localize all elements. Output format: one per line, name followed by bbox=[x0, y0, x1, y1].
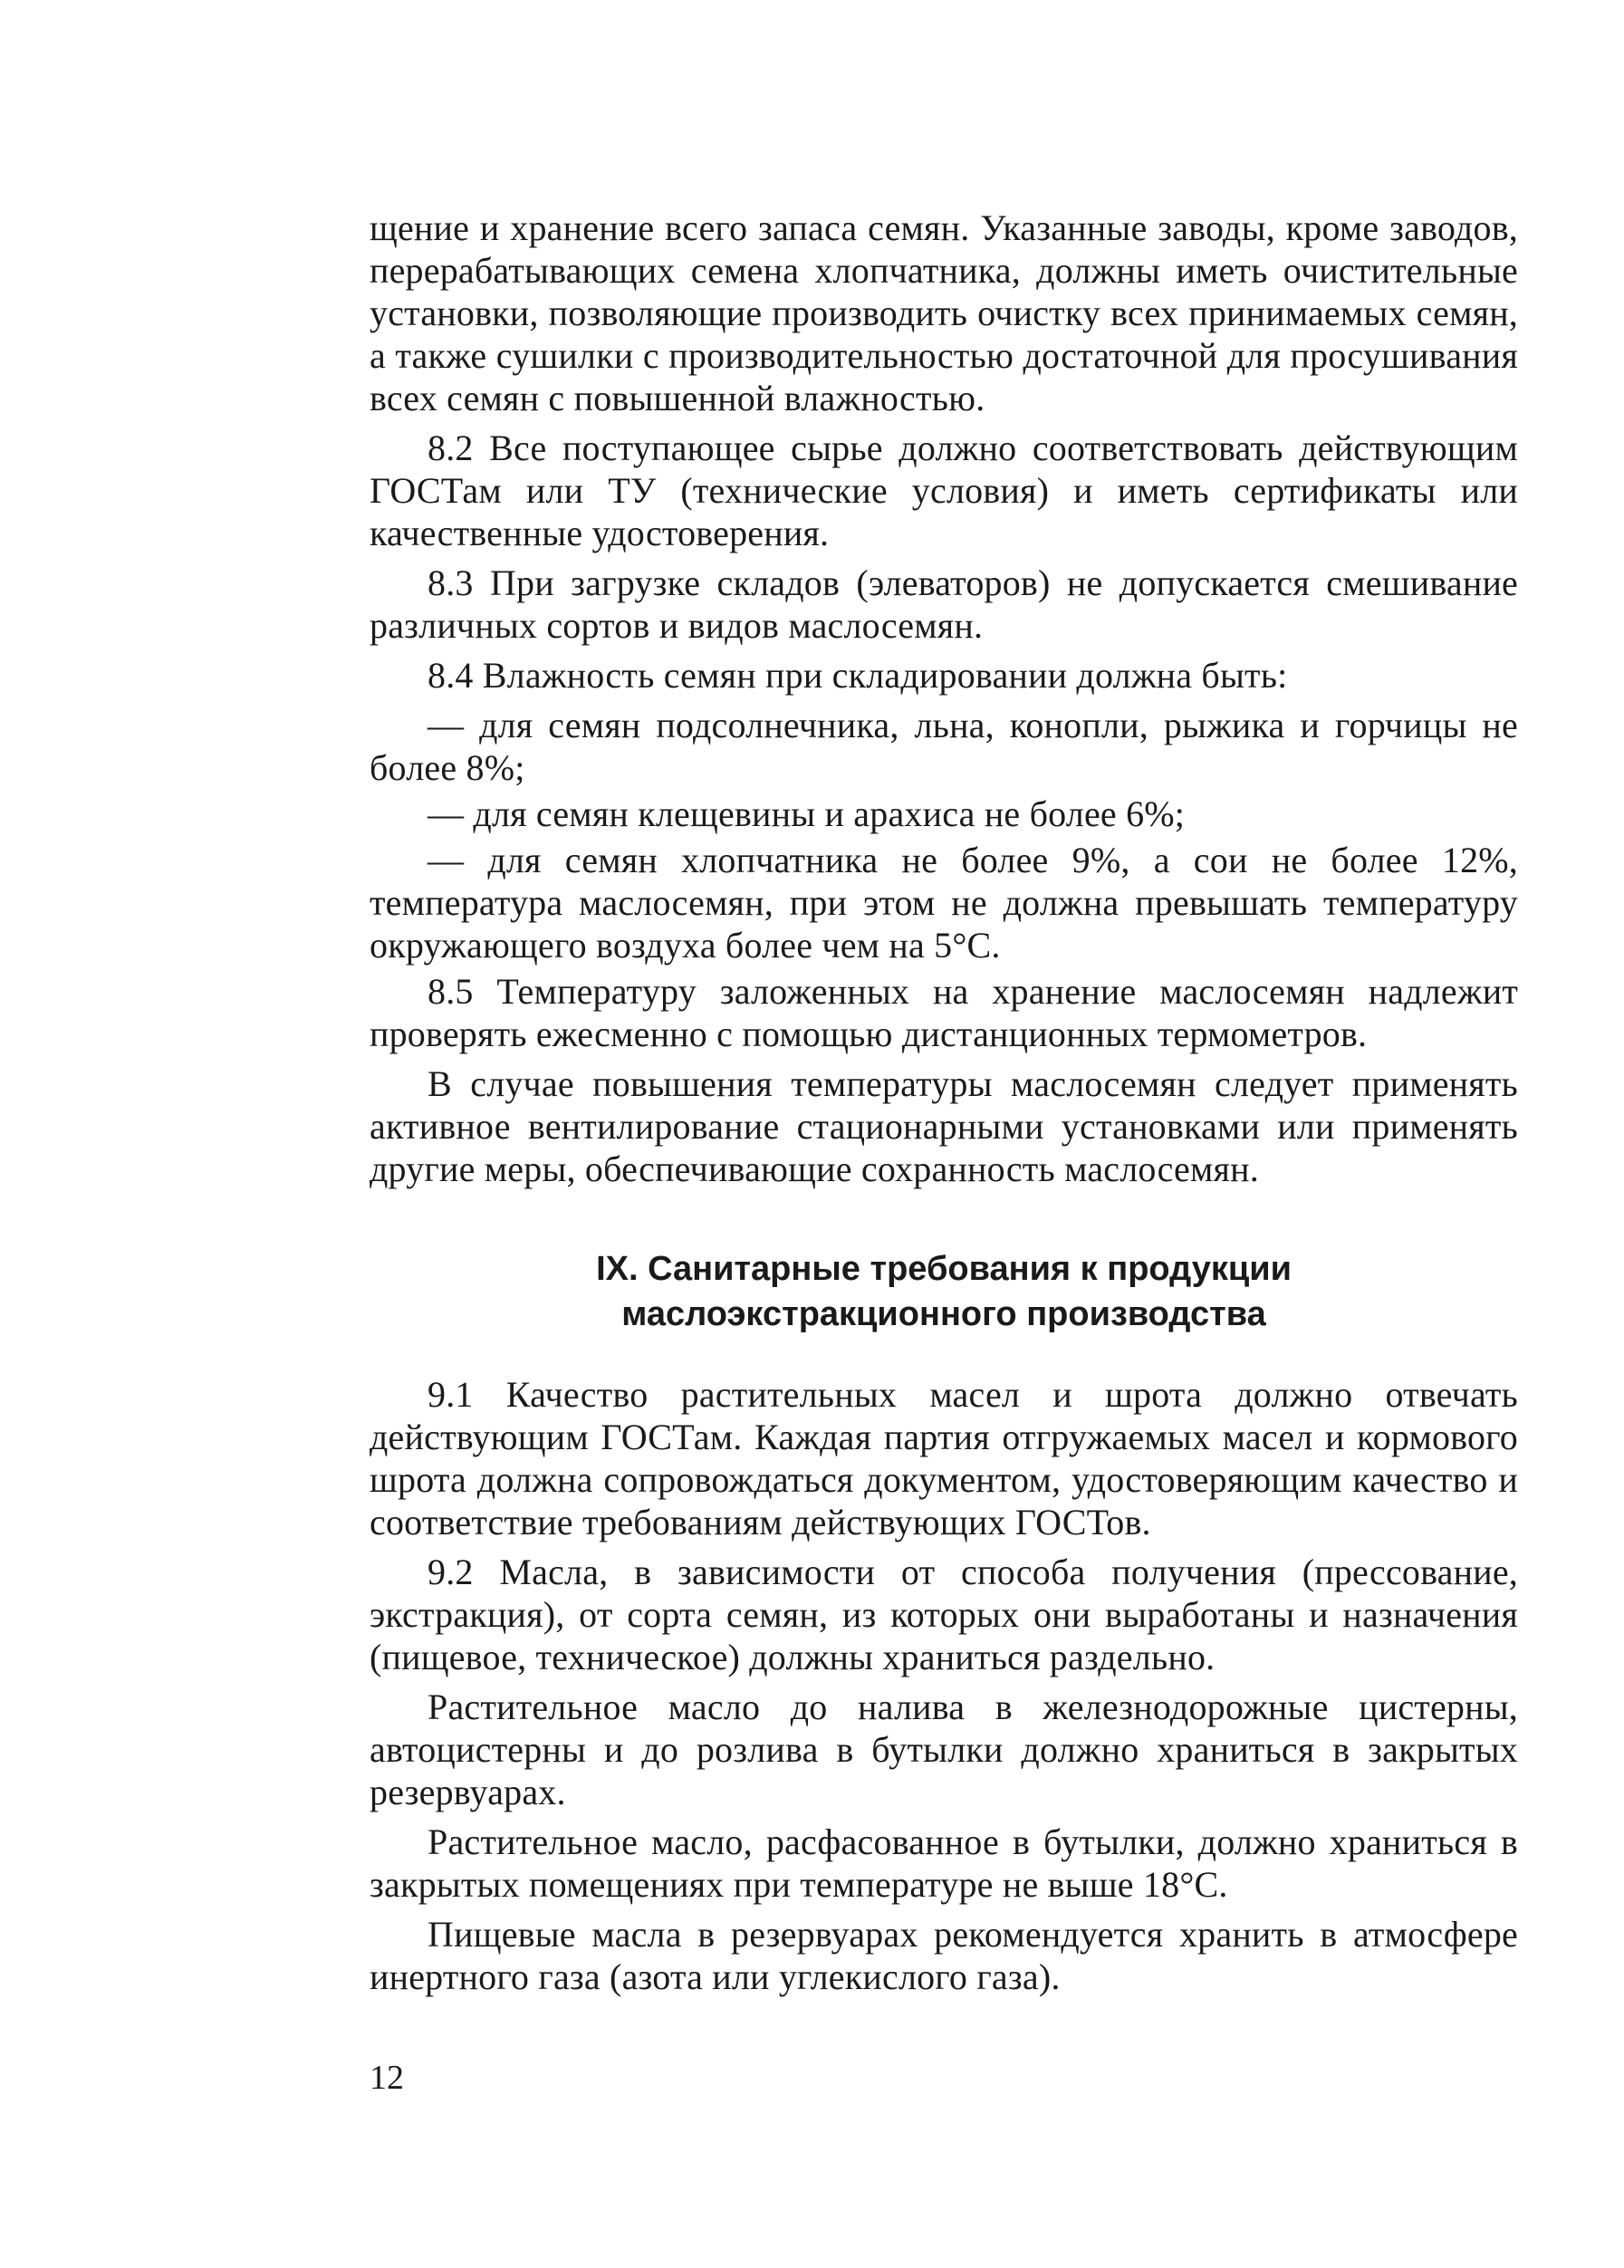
section-heading-line-1: IX. Санитарные требования к продукции bbox=[596, 1250, 1292, 1288]
body-text-top bbox=[370, 207, 1518, 1190]
paragraph-ventilation: В случае повышения температуры маслосемян следует применять активное вентилирование стационарными установками или применять другие меры, обеспечивающие сохранность маслосемян. bbox=[370, 1063, 1518, 1189]
page-number: 12 bbox=[370, 2059, 404, 2097]
paragraph-8-1-continued: щение и хранение всего запаса семян. Указанные заводы, кроме заводов, перерабатывающих семена хлопчатника, должны иметь очистительные установки, позволяющие производить очистку всех принимаемых семян, а также сушилки с производительностью достаточной для просушивания всех семян с повышенной влажностью. bbox=[370, 207, 1518, 418]
section-heading-line-2: маслоэкстракционного производства bbox=[621, 1295, 1266, 1333]
paragraph-tanks: Растительное масло до налива в железнодорожные цистерны, автоцистерны и до розлива в бутылки должно храниться в закрытых резервуарах. bbox=[370, 1687, 1518, 1812]
paragraph-8-3: 8.3 При загрузке складов (элеваторов) не допускается смешивание различных сортов и видов маслосемян. bbox=[370, 562, 1518, 646]
list-item-castor: — для семян клещевины и арахиса не более 6%; bbox=[428, 793, 1186, 834]
document-page bbox=[370, 207, 1518, 2005]
paragraph-8-2: 8.2 Все поступающее сырье должно соответствовать действующим ГОСТам или ТУ (технические условия) и иметь сертификаты или качественные удостоверения. bbox=[370, 428, 1518, 553]
paragraph-9-1: 9.1 Качество растительных масел и шрота должно отвечать действующим ГОСТам. Каждая партия отгружаемых масел и кормового шрота должна сопровождаться документом, удостоверяющим качество и соответствие требованиям действующих ГОСТов. bbox=[370, 1374, 1518, 1542]
paragraph-inert-gas: Пищевые масла в резервуарах рекомендуется хранить в атмосфере инертного газа (азота или углекислого газа). bbox=[370, 1914, 1518, 1997]
body-text-bottom bbox=[370, 1373, 1518, 1998]
paragraph-8-5: 8.5 Температуру заложенных на хранение маслосемян надлежит проверять ежесменно с помощью дистанционных термометров. bbox=[370, 971, 1518, 1054]
paragraph-8-4: 8.4 Влажность семян при складировании должна быть: bbox=[428, 655, 1288, 696]
list-item-sunflower: — для семян подсолнечника, льна, конопли, рыжика и горчицы не более 8%; bbox=[370, 705, 1518, 788]
paragraph-9-2: 9.2 Масла, в зависимости от способа получения (прессование, экстракция), от сорта семян, из которых они выработаны и назначения (пищевое, техническое) должны храниться раздельно. bbox=[370, 1552, 1518, 1677]
paragraph-bottled: Растительное масло, расфасованное в бутылки, должно храниться в закрытых помещениях при температуре не выше 18°С. bbox=[370, 1821, 1518, 1905]
section-heading bbox=[370, 1246, 1518, 1337]
list-item-cotton: — для семян хлопчатника не более 9%, а сои не более 12%, температура маслосемян, при этом не должна превышать температуру окружающего воздуха более чем на 5°С. bbox=[370, 840, 1518, 966]
